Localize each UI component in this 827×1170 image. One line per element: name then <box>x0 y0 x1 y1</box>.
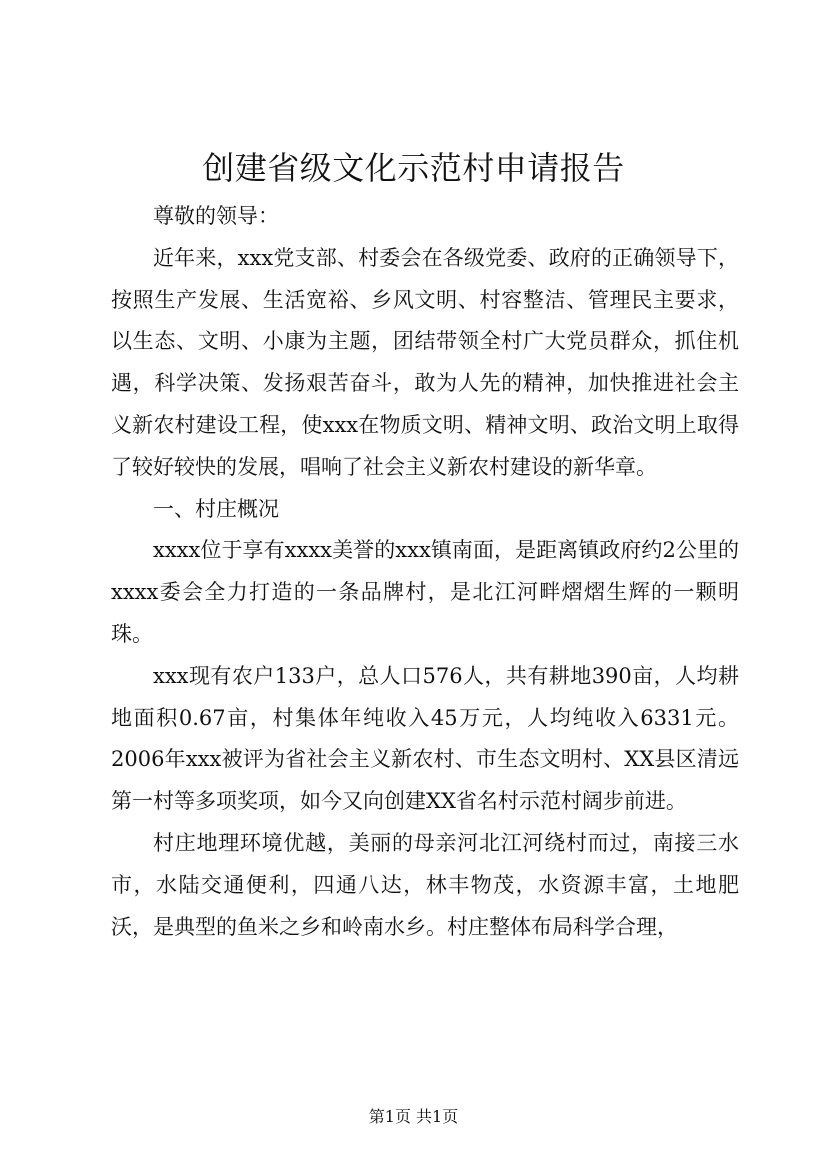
page-footer: 第1页 共1页 <box>368 1107 459 1126</box>
salutation: 尊敬的领导： <box>153 204 279 228</box>
section-heading-village-overview: 一、村庄概况 <box>153 496 279 521</box>
document-body <box>111 196 739 948</box>
paragraph-intro: 近年来，xxx党支部、村委会在各级党委、政府的正确领导下，按照生产发展、生活宽裕、乡风文明、村容整洁、管理民主要求，以生态、文明、小康为主题，团结带领全村广大党员群众，抓住机遇，科学决策、发扬艰苦奋斗，敢为人先的精神，加快推进社会主义新农村建设工程，使xxx在物质文明、精神文明、政治文明上取得了较好较快的发展，唱响了社会主义新农村建设的新华章。 <box>111 245 739 479</box>
paragraph-location: xxxx位于享有xxxx美誉的xxx镇南面，是距离镇政府约2公里的xxxx委会全力打造的一条品牌村，是北江河畔熠熠生辉的一颗明珠。 <box>111 538 739 646</box>
document-title: 创建省级文化示范村申请报告 <box>202 149 625 187</box>
paragraph-statistics: xxx现有农户133户，总人口576人，共有耕地390亩，人均耕地面积0.67亩，村集体年纯收入45万元，人均纯收入6331元。2006年xxx被评为省社会主义新农村、市生态文明村、XX县区清远第一村等多项奖项，如今又向创建XX省名村示范村阔步前进。 <box>111 663 739 814</box>
paragraph-geography: 村庄地理环境优越，美丽的母亲河北江河绕村而过，南接三水市，水陆交通便利，四通八达，林丰物茂，水资源丰富，土地肥沃，是典型的鱼米之乡和岭南水乡。村庄整体布局科学合理， <box>111 830 739 939</box>
